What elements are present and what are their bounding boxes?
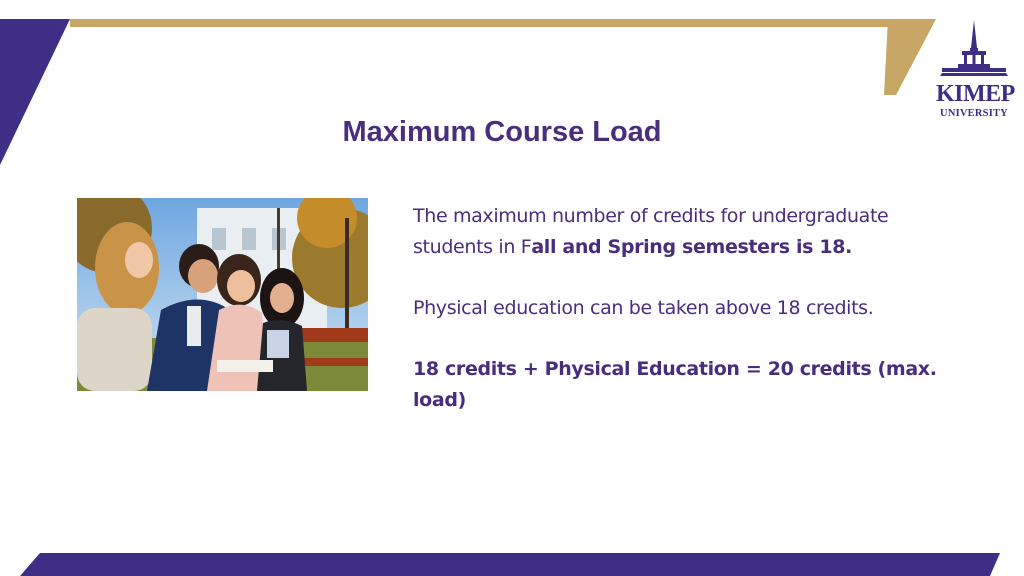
paragraph-max-credits-bold: all and Spring semesters is 18. bbox=[531, 236, 852, 258]
paragraph-max-credits-plain: The maximum number of credits for undergraduate students in F bbox=[413, 205, 889, 258]
content-text bbox=[413, 201, 953, 416]
logo-subtitle: UNIVERSITY bbox=[940, 108, 1008, 119]
kimep-logo bbox=[936, 18, 1015, 122]
tower-icon bbox=[936, 18, 1012, 82]
gold-right-tab bbox=[884, 19, 936, 95]
slide-title: Maximum Course Load bbox=[342, 116, 662, 148]
paragraph-max-load: 18 credits + Physical Education = 20 credits (max. load) bbox=[413, 358, 937, 411]
gold-top-band bbox=[70, 19, 935, 27]
purple-bottom-band bbox=[20, 553, 1000, 576]
students-photo bbox=[77, 198, 368, 391]
paragraph-max-credits bbox=[413, 201, 953, 263]
paragraph-physical-education: Physical education can be taken above 18 credits. bbox=[413, 297, 874, 319]
logo-name: KIMEP bbox=[936, 81, 1015, 107]
